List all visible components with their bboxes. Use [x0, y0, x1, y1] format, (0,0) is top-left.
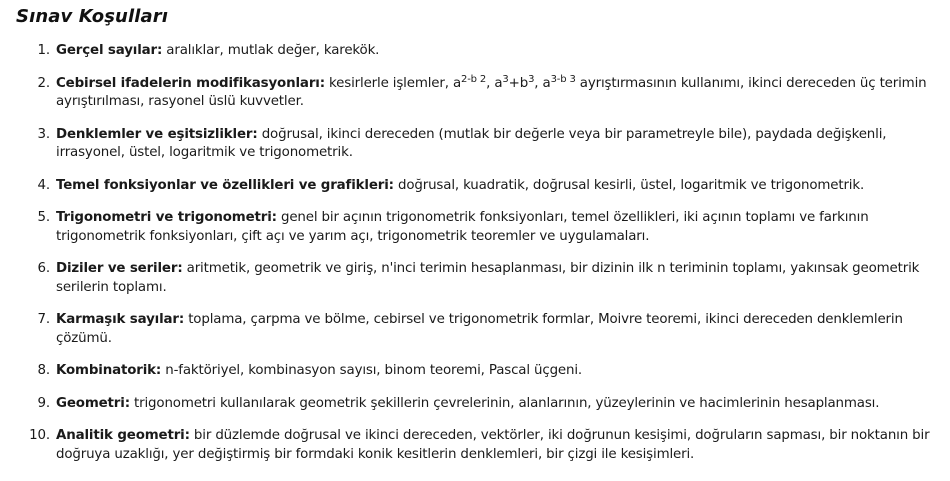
list-item: [0, 75, 950, 112]
page-title: Sınav Koşulları: [16, 6, 168, 27]
item-term: Gerçel sayılar:: [56, 43, 163, 58]
item-number: 5.: [37, 210, 50, 225]
item-term: Temel fonksiyonlar ve özellikleri ve grafikleri:: [56, 177, 394, 193]
item-term: Geometri:: [56, 395, 130, 411]
item-text: doğrusal, kuadratik, doğrusal kesirli, üstel, logaritmik ve trigonometrik.: [393, 177, 865, 193]
list-item: [0, 311, 950, 348]
list-item: [0, 177, 950, 196]
item-number: 1.: [37, 43, 50, 58]
formula-part: , a: [534, 75, 551, 91]
item-term: Analitik geometri:: [56, 428, 190, 443]
item-text: n-faktöriyel, kombinasyon sayısı, binom teoremi, Pascal üçgeni.: [161, 363, 583, 378]
formula-sup: 3: [502, 73, 509, 85]
list-item: [0, 260, 950, 297]
list-item: [0, 126, 950, 163]
list-item: [0, 427, 950, 464]
item-number: 10.: [29, 428, 50, 443]
formula-part: , a: [486, 75, 503, 91]
item-term: Karmaşık sayılar:: [56, 312, 185, 327]
list-item: [0, 209, 950, 246]
item-number: 8.: [37, 363, 50, 378]
item-number: 4.: [37, 177, 50, 193]
exam-topics-list: [0, 42, 950, 478]
item-text: doğrusal, ikinci dereceden (mutlak bir değerle veya bir parametreyle bile), paydada değişkenli, irrasyonel, üstel, logaritmik ve trigonometrik.: [56, 126, 887, 160]
list-item: [0, 395, 950, 414]
item-term: Diziler ve seriler:: [56, 261, 183, 276]
item-text: genel bir açının trigonometrik fonksiyonları, temel özellikleri, iki açının toplamı ve farkının trigonometrik fonksiyonları, çift açı ve yarım açı, trigonometrik teoremler ve uygulamaları.: [56, 210, 869, 244]
formula-a: a: [452, 75, 462, 91]
item-text: trigonometri kullanılarak geometrik şekillerin çevrelerinin, alanlarının, yüzeylerinin ve hacimlerinin hesaplanması.: [129, 395, 880, 411]
formula-sup: 3-b 3: [550, 73, 576, 85]
item-number: 2.: [37, 75, 50, 91]
list-item: [0, 362, 950, 381]
item-text: aritmetik, geometrik ve giriş, n'inci terimin hesaplanması, bir dizinin ilk n teriminin toplamı, yakınsak geometrik serilerin toplamı.: [56, 261, 920, 295]
item-term: Denklemler ve eşitsizlikler:: [56, 126, 258, 142]
item-term: Cebirsel ifadelerin modifikasyonları:: [56, 75, 325, 91]
formula-part: +b: [508, 75, 529, 91]
item-number: 3.: [37, 126, 50, 142]
item-term: Kombinatorik:: [56, 363, 162, 378]
list-item: [0, 42, 950, 61]
item-number: 9.: [37, 395, 50, 411]
formula-sup: 3: [528, 73, 535, 85]
item-number: 6.: [37, 261, 50, 276]
formula-sup: 2-b 2: [461, 73, 487, 85]
item-text: kesirlerle işlemler,: [324, 75, 453, 91]
item-number: 7.: [37, 312, 50, 327]
item-text: aralıklar, mutlak değer, karekök.: [162, 43, 380, 58]
item-text: bir düzlemde doğrusal ve ikinci dereceden, vektörler, iki doğrunun kesişimi, doğruların sapması, bir noktanın bir doğruya uzaklığı, yer değiştirmiş bir formdaki konik kesitlerin denklemleri, bir çizgi ile kesişimleri.: [56, 428, 930, 462]
item-text: toplama, çarpma ve bölme, cebirsel ve trigonometrik formlar, Moivre teoremi, ikinci dereceden denklemlerin çözümü.: [56, 312, 903, 346]
item-text: ayrıştırmasının kullanımı, ikinci dereceden üç terimin ayrıştırılması, rasyonel üslü kuvvetler.: [56, 75, 927, 109]
item-term: Trigonometri ve trigonometri:: [56, 210, 277, 225]
